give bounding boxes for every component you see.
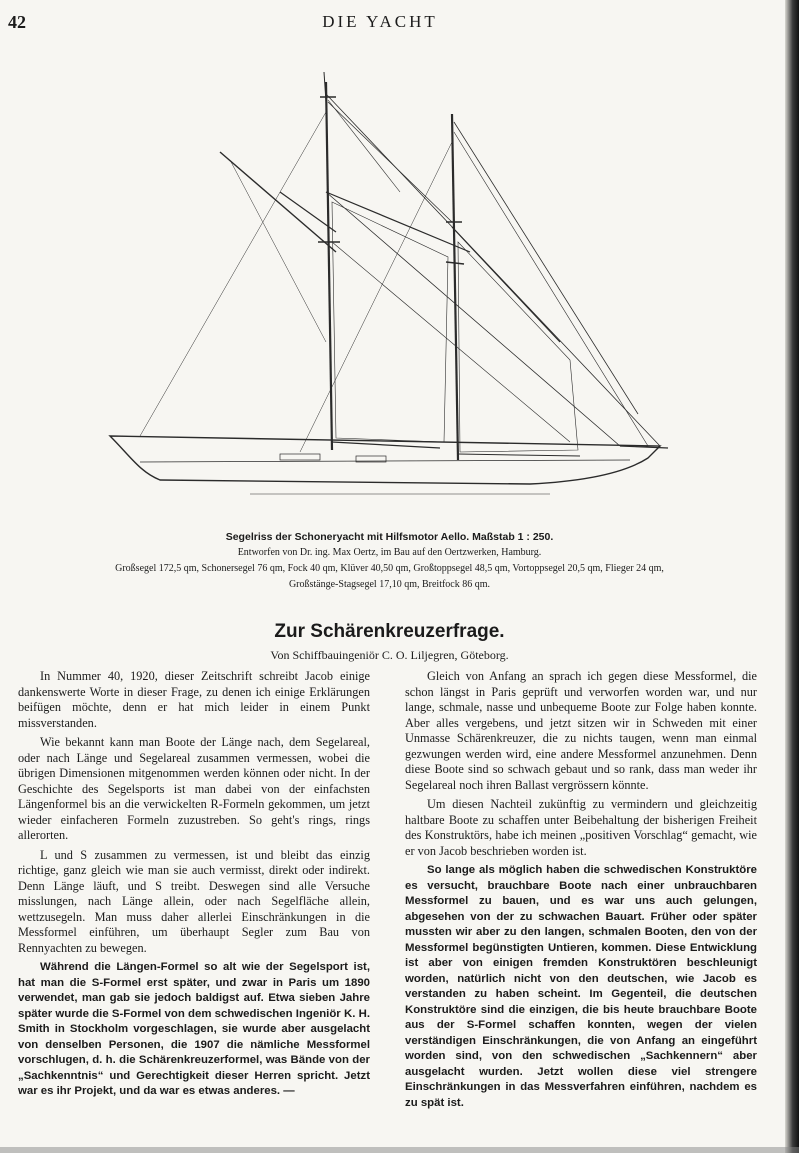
article-column-left (18, 669, 370, 1104)
paragraph: L und S zusammen zu vermessen, ist und bleibt das einzig richtige, ganz gleich wie man sie auch vermisst, direkt oder indirekt. Denn Länge läuft, und S treibt. Deswegen sind alle Versuche misslungen, nach Länge allein, oder nach Segelfläche allein, wettzusegeln. Man muss daher allerlei Einschränkungen in die Messformel einführen, um überhaupt Segler zum Bau von Rennyachten zu bewegen. (18, 847, 370, 955)
paragraph: Wie bekannt kann man Boote der Länge nach, dem Segelareal, oder nach Länge und Segelareal zusammen vermessen, wobei die übrigen Dimensionen mitgenommen werden können oder nicht. In der Geschichte des Segelsports ist man dabei von der einfachsten Längenformel bis an die verwickelten R-Formeln gekommen, um jetzt wieder einfacheren Formeln zuzustreben. So geht's rings, rings allerorten. (18, 735, 370, 842)
running-head: DIE YACHT (322, 12, 438, 31)
figure-caption-sail-areas: Großsegel 172,5 qm, Schonersegel 76 qm, Fock 40 qm, Klüver 40,50 qm, Großtoppsegel 48,5 qm, Vortoppsegel 20,5 qm, Flieger 24 qm, (115, 563, 664, 574)
article-byline: Von Schiffbauingeniör C. O. Liljegren, Göteborg. (270, 648, 509, 662)
figure-caption-title: Segelriss der Schoneryacht mit Hilfsmotor Aello. Maßstab 1 : 250. (225, 531, 554, 543)
figure-caption-sail-areas-cont: Großstänge-Stagsegel 17,10 qm, Breitfock 86 qm. (288, 579, 491, 590)
paragraph-bold: So lange als möglich haben die schwedischen Konstruktöre es versucht, brauchbare Boote nach einer unbrauchbaren Messformel zu bauen, und es war uns auch gelungen, abgesehen von der zu schwachen Bauart. Früher oder später mussten wir aber zu den langen, schmalen Booten, den von der Messformel begünstigten Untieren, kommen. Diese Entwicklung ist aber von einigen fremden Konstruktören beschleunigt worden, natürlich nicht von den deutschen, wie Jacob es verstanden zu haben scheint. Im Gegenteil, die deutschen Konstruktöre sind die einzigen, die bis heute brauchbare Boote aus der S-Formel schaffen konnten, wegen der vielen verständigen Einschränkungen, die von Anfang an eingeführt worden sind, von den schwedischen „Sachkennern“ aber ausgelacht wurden. Jetzt wollen diese viel strengere Einschränkungen in das Messverfahren einführen, nachdem es zu spät ist. (405, 864, 757, 1109)
article-column-right (405, 669, 757, 1115)
paragraph-bold: Während die Längen-Formel so alt wie der Segelsport ist, hat man die S-Formel erst später, und zwar in Paris um 1890 verwendet, man gab sie jedoch baldigst auf. Etwa sieben Jahre später wurde die S-Formel von dem schwedischen Ingeniör K. H. Smith in Stockholm vorgeschlagen, sie wurde aber ausgelacht von denselben Personen, die 1907 die nämliche Messformel vorschlugen, d. h. die Schärenkreuzerformel, was Bände von der „Sachkenntnis“ und Gerechtigkeit dieser Herren spricht. Jetzt war es ihr Projekt, und da war es etwas anderes. — (18, 961, 370, 1097)
paragraph: Um diesen Nachteil zukünftig zu vermindern und gleichzeitig haltbare Boote zu schaffen unter Beibehaltung der bisherigen Freiheit des Konstruktörs, habe ich meinen „positiven Vorschlag“ gemacht, wie er von Jacob beschrieben worden ist. (405, 797, 757, 858)
article-title: Zur Schärenkreuzerfrage. (274, 621, 505, 642)
page-edge-shadow (785, 0, 799, 1153)
paragraph: In Nummer 40, 1920, dieser Zeitschrift schreibt Jacob einige dankenswerte Worte in dieser Frage, zu denen ich einige Erklärungen beifügen möchte, denn er hat mich leider in einem Punkt missverstanden. (18, 669, 370, 730)
page-number: 42 (8, 12, 26, 32)
figure-caption-designer: Entworfen von Dr. ing. Max Oertz, im Bau auf den Oertzwerken, Hamburg. (237, 547, 542, 558)
schooner-sail-plan-drawing (100, 42, 680, 512)
paragraph: Gleich von Anfang an sprach ich gegen diese Messformel, die schon längst in Paris geprüft und verworfen worden war, und nur lange, schmale, nasse und unbequeme Boote zur Folge haben konnte. Aber alles vergebens, und jetzt sitzen wir in Schweden mit einer Unmasse Schärenkreuzer, die zu nichts taugen, wenn man einmal gezwungen werden wird, eine andere Messformel anzunehmen. Denn diese Boote sind so schwach gebaut und so rank, dass man weder ihr Segelareal noch ihren Ballast vergrössern könnte. (405, 669, 757, 792)
page-bottom-edge (0, 1147, 799, 1153)
